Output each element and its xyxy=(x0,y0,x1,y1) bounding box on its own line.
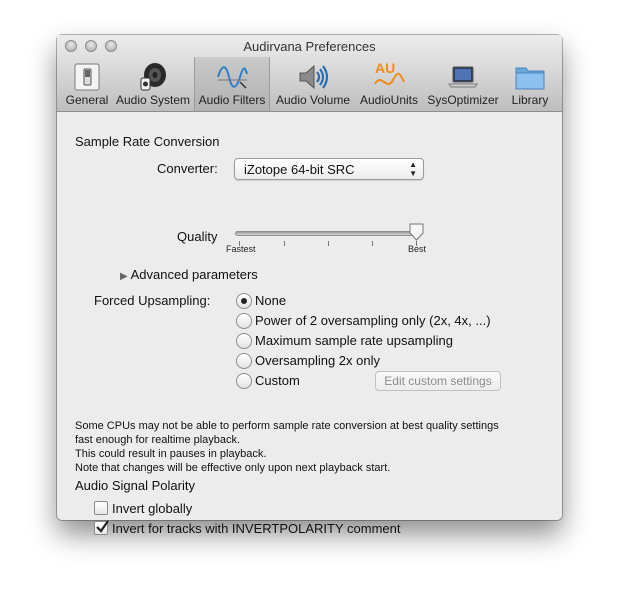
filters-pane xyxy=(57,113,562,536)
radio-upsampling-maximum[interactable] xyxy=(236,333,252,349)
au-badge-label: AU xyxy=(375,60,396,76)
title-toolbar xyxy=(57,35,562,112)
invert-globally-label: Invert globally xyxy=(112,501,193,516)
quality-max-label: Best xyxy=(408,244,427,254)
quality-warning-note: Some CPUs may not be able to perform sample rate conversion at best quality settings fast enough for realtime playback. This could result in pauses in playback. Note that changes will be effective only upon next playback start. xyxy=(75,420,499,474)
radio-upsampling-2x[interactable] xyxy=(236,353,252,369)
popup-arrows-icon: ▲ ▼ xyxy=(409,160,417,178)
radio-label-maximum: Maximum sample rate upsampling xyxy=(255,333,453,348)
tab-audio-filters[interactable]: Audio Filters xyxy=(194,57,270,111)
quality-label: Quality xyxy=(177,229,218,244)
general-switch-icon xyxy=(71,62,103,92)
disclosure-triangle-icon: ▶ xyxy=(120,271,128,282)
slider-tick xyxy=(328,241,329,246)
radio-label-2x: Oversampling 2x only xyxy=(255,353,380,368)
tab-sysoptimizer[interactable]: SysOptimizer xyxy=(424,57,502,111)
polarity-heading: Audio Signal Polarity xyxy=(75,478,195,493)
quality-min-label: Fastest xyxy=(226,244,256,254)
edit-custom-settings-button[interactable]: Edit custom settings xyxy=(375,371,501,391)
advanced-parameters-disclosure[interactable]: ▶ Advanced parameters xyxy=(120,267,258,282)
radio-upsampling-custom[interactable] xyxy=(236,373,252,389)
tab-audio-volume[interactable]: Audio Volume xyxy=(272,57,354,111)
slider-tick xyxy=(372,241,373,246)
converter-value: iZotope 64-bit SRC xyxy=(244,162,355,177)
converter-label: Converter: xyxy=(157,161,218,176)
invert-tracks-label: Invert for tracks with INVERTPOLARITY comment xyxy=(112,521,401,536)
window-title: Audirvana Preferences xyxy=(243,39,376,54)
checkmark-icon xyxy=(95,520,109,534)
tab-audiounits[interactable]: AU AudioUnits xyxy=(359,60,419,107)
volume-icon xyxy=(297,62,329,92)
quality-slider[interactable] xyxy=(235,231,419,236)
radio-label-custom: Custom xyxy=(255,373,300,388)
radio-label-none: None xyxy=(255,293,287,308)
tab-library[interactable]: Library xyxy=(504,57,556,111)
tab-audio-system[interactable]: Audio System xyxy=(114,57,192,111)
waveform-icon xyxy=(216,62,248,92)
slider-tick xyxy=(284,241,285,246)
invert-globally-checkbox[interactable] xyxy=(94,501,108,515)
radio-upsampling-power-of-2[interactable] xyxy=(236,313,252,329)
preferences-window xyxy=(57,35,562,536)
converter-popup[interactable] xyxy=(234,158,424,180)
tab-general[interactable]: General xyxy=(61,57,113,111)
radio-label-power-of-2: Power of 2 oversampling only (2x, 4x, ...) xyxy=(255,313,491,328)
upsampling-label: Forced Upsampling: xyxy=(94,293,211,308)
audiounits-icon xyxy=(373,62,405,92)
speaker-icon xyxy=(137,62,169,92)
src-heading: Sample Rate Conversion xyxy=(75,134,220,149)
invert-tracks-checkbox[interactable] xyxy=(94,521,108,535)
folder-icon xyxy=(514,62,546,92)
laptop-icon xyxy=(447,62,479,92)
radio-upsampling-none[interactable] xyxy=(236,293,252,309)
quality-slider-knob[interactable] xyxy=(409,223,424,241)
